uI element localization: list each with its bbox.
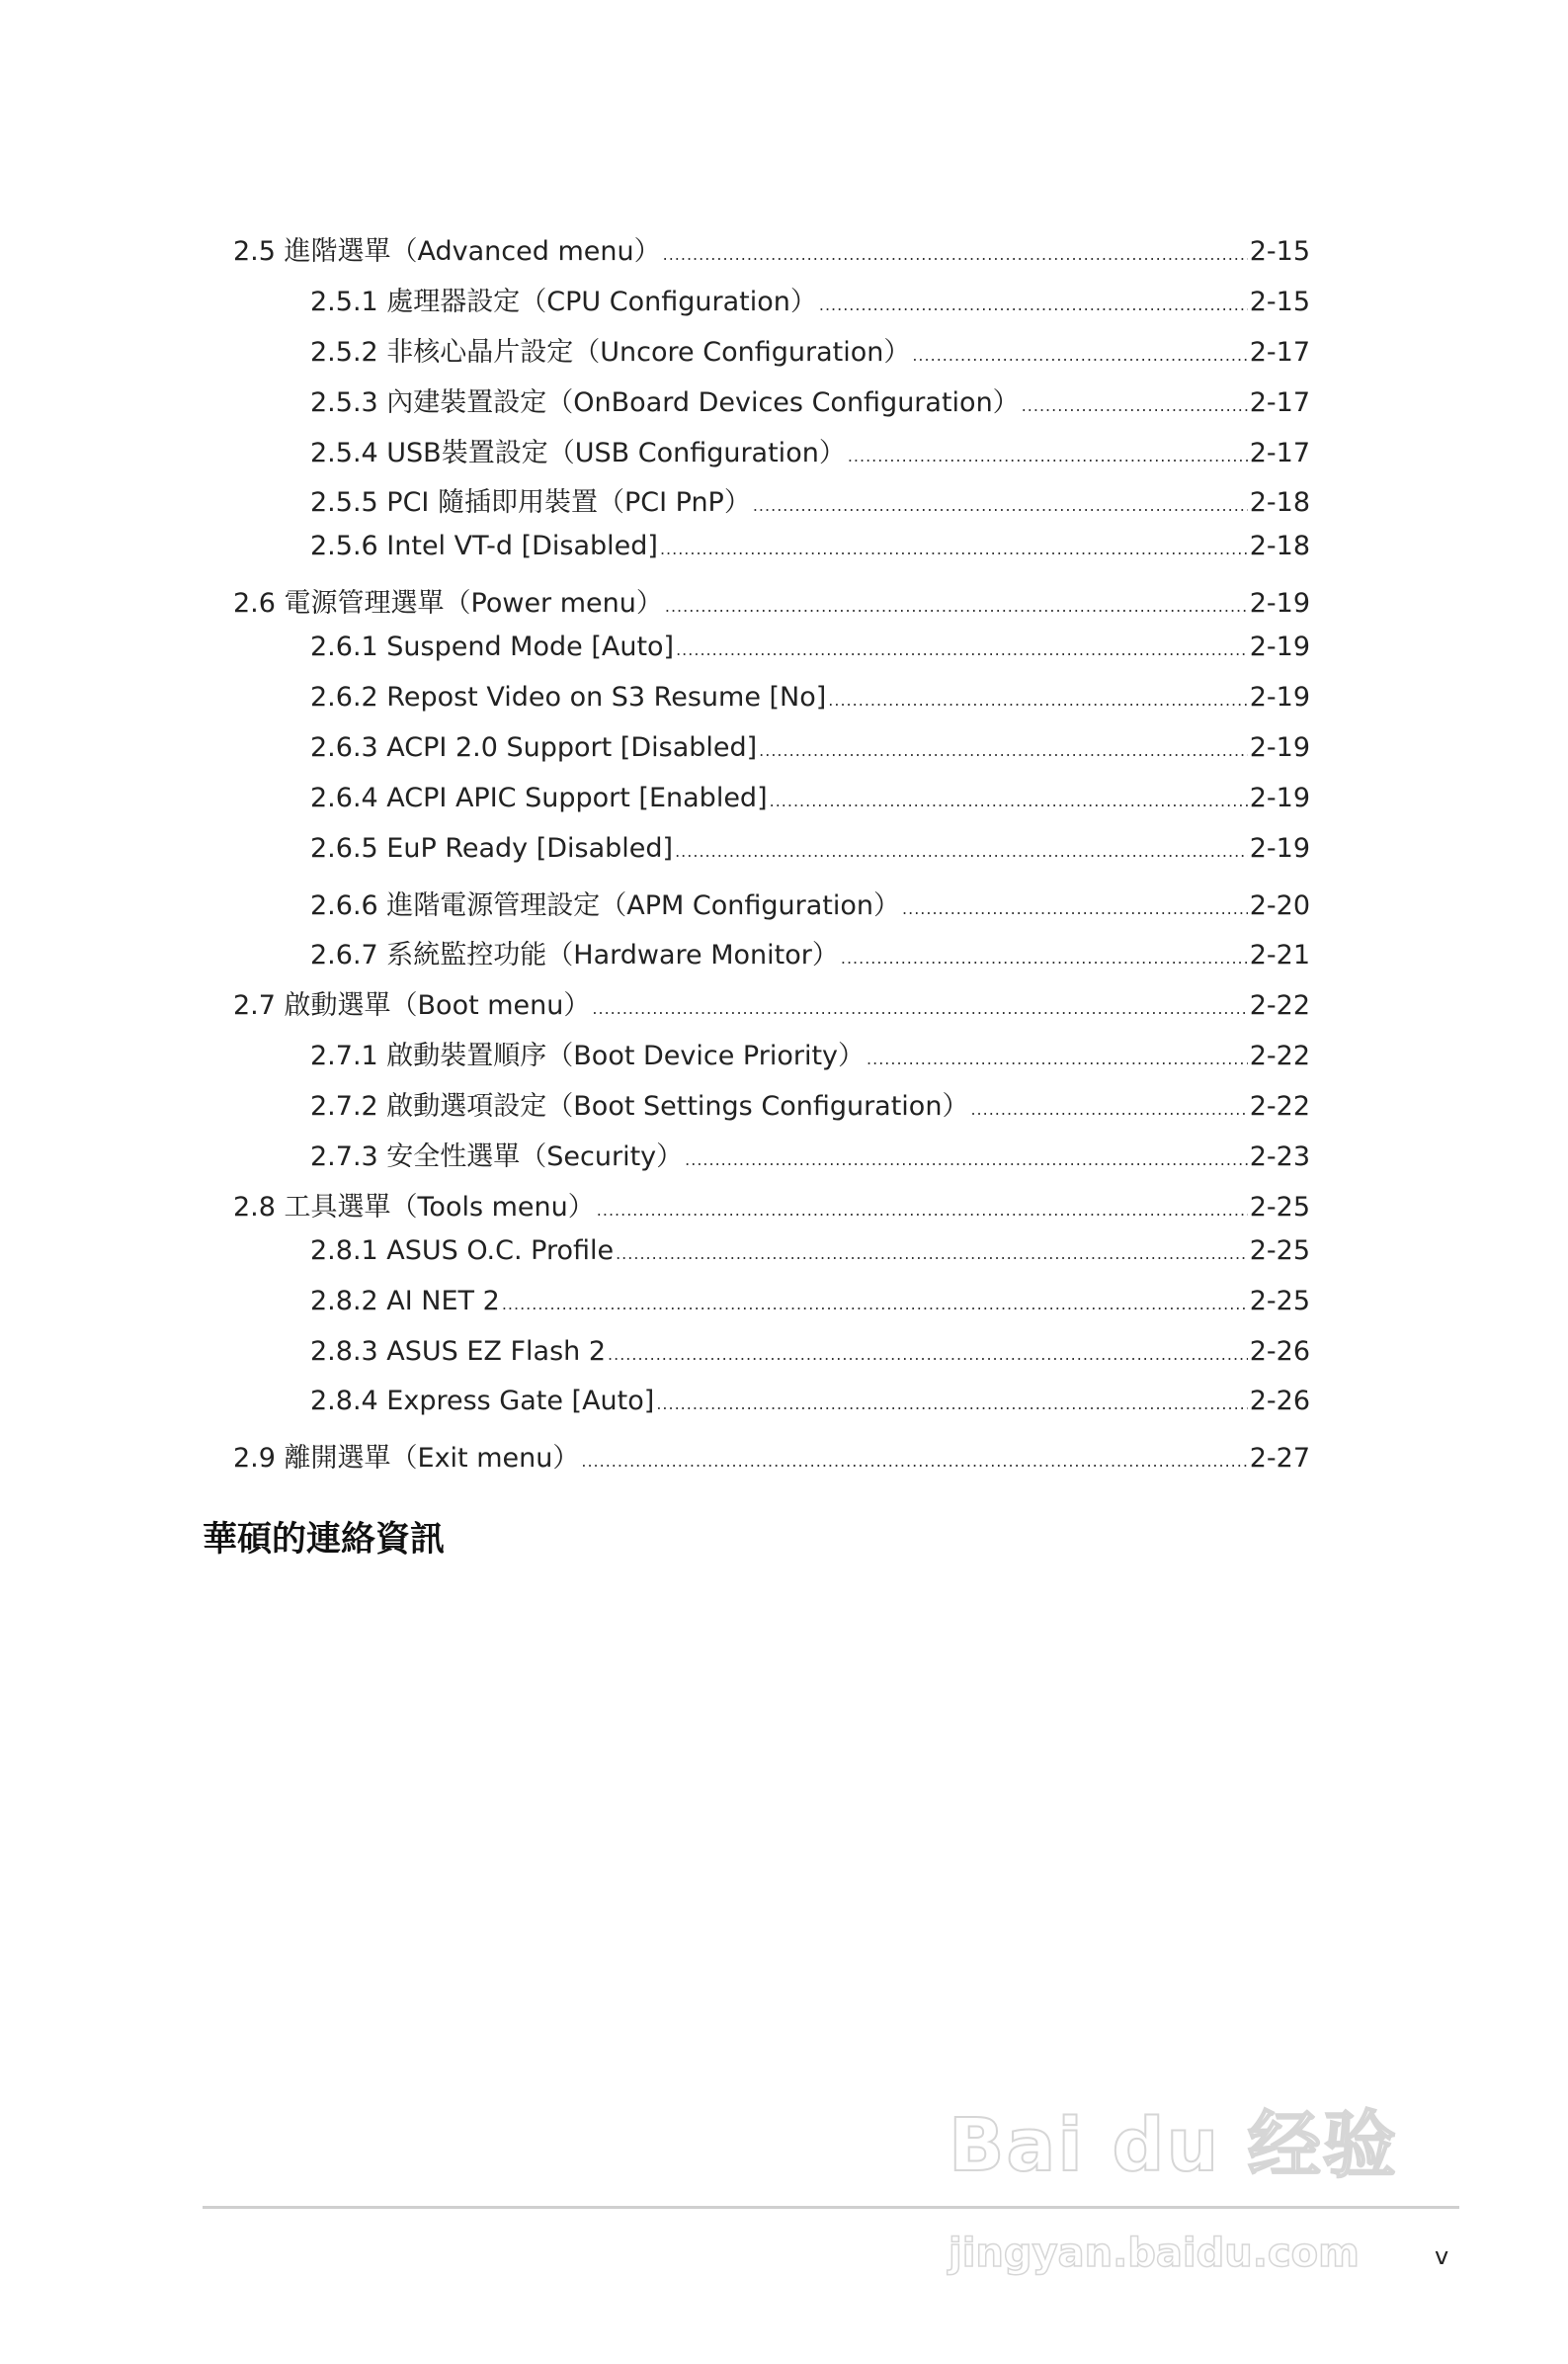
toc-entry-title: 2.7.1 啟動裝置順序（Boot Device Priority）: [310, 1041, 866, 1072]
toc-entry[interactable]: [233, 1135, 1310, 1185]
dot-leader: [502, 1295, 1248, 1313]
dot-leader: [685, 1150, 1248, 1169]
dot-leader: [970, 1100, 1247, 1119]
toc-entry-page: 2-17: [1249, 336, 1310, 368]
toc-entry-title: 2.6.6 進階電源管理設定（APM Configuration）: [310, 889, 901, 921]
toc-entry[interactable]: [233, 732, 1310, 783]
toc-entry[interactable]: [233, 1185, 1310, 1235]
dot-leader: [828, 691, 1247, 710]
toc-entry-page: 2-19: [1249, 682, 1310, 714]
toc-entry-title: 2.8.1 ASUS O.C. Profile: [310, 1234, 615, 1266]
toc-entry-page: 2-19: [1249, 832, 1310, 864]
toc-entry-title: 2.5.6 Intel VT-d [Disabled]: [310, 531, 658, 562]
toc-entry-page: 2-18: [1249, 487, 1310, 519]
toc-entry-title: 2.6.1 Suspend Mode [Auto]: [310, 632, 675, 663]
toc-entry[interactable]: [233, 581, 1310, 632]
toc-entry[interactable]: [233, 983, 1310, 1034]
toc-entry-title: 2.5.3 內建裝置設定（OnBoard Devices Configuration）: [310, 386, 1020, 418]
table-of-contents: [233, 229, 1310, 1486]
section-heading: 華碩的連絡資訊: [203, 1520, 446, 1560]
toc-entry-page: 2-19: [1249, 588, 1310, 620]
toc-entry-page: 2-19: [1249, 782, 1310, 813]
dot-leader: [675, 842, 1248, 861]
toc-entry-title: 2.8 工具選單（Tools menu）: [233, 1191, 595, 1223]
toc-entry-title: 2.9 離開選單（Exit menu）: [233, 1443, 580, 1475]
toc-entry[interactable]: [233, 280, 1310, 330]
toc-entry-title: 2.6.4 ACPI APIC Support [Enabled]: [310, 782, 768, 813]
toc-entry-page: 2-15: [1249, 236, 1310, 267]
toc-entry[interactable]: [233, 1235, 1310, 1286]
toc-entry-page: 2-27: [1249, 1443, 1310, 1475]
dot-leader: [592, 999, 1247, 1018]
toc-entry-page: 2-18: [1249, 531, 1310, 562]
dot-leader: [676, 640, 1248, 659]
toc-entry-page: 2-15: [1249, 286, 1310, 317]
toc-entry-title: 2.8.3 ASUS EZ Flash 2: [310, 1335, 607, 1367]
toc-entry[interactable]: [233, 380, 1310, 431]
toc-entry[interactable]: [233, 632, 1310, 682]
dot-leader: [770, 792, 1248, 810]
toc-entry-title: 2.7.2 啟動選項設定（Boot Settings Configuration）: [310, 1091, 969, 1123]
toc-entry[interactable]: [233, 480, 1310, 531]
toc-entry-title: 2.7.3 安全性選單（Security）: [310, 1141, 684, 1173]
toc-entry-title: 2.8.4 Express Gate [Auto]: [310, 1386, 655, 1417]
dot-leader: [608, 1345, 1248, 1364]
toc-entry-page: 2-20: [1249, 889, 1310, 921]
dot-leader: [581, 1452, 1247, 1471]
toc-entry[interactable]: [233, 1286, 1310, 1336]
dot-leader: [759, 741, 1248, 760]
dot-leader: [867, 1050, 1248, 1068]
toc-entry[interactable]: [233, 833, 1310, 884]
toc-entry[interactable]: [233, 431, 1310, 481]
toc-entry-page: 2-22: [1249, 1091, 1310, 1123]
toc-entry-title: 2.5 進階選單（Advanced menu）: [233, 236, 661, 267]
toc-entry[interactable]: [233, 933, 1310, 983]
toc-entry-page: 2-25: [1249, 1234, 1310, 1266]
toc-entry[interactable]: [233, 884, 1310, 934]
dot-leader: [912, 346, 1247, 365]
dot-leader: [753, 496, 1248, 515]
toc-entry-title: 2.7 啟動選單（Boot menu）: [233, 990, 591, 1022]
toc-entry-page: 2-26: [1249, 1386, 1310, 1417]
baidu-watermark-url: jingyan.baidu.com: [949, 2231, 1360, 2276]
toc-entry[interactable]: [233, 1034, 1310, 1084]
dot-leader: [660, 540, 1248, 558]
page-number: v: [1435, 2242, 1449, 2270]
toc-entry-title: 2.6.2 Repost Video on S3 Resume [No]: [310, 682, 827, 714]
toc-entry[interactable]: [233, 229, 1310, 280]
dot-leader: [902, 899, 1248, 918]
toc-entry-title: 2.6.5 EuP Ready [Disabled]: [310, 832, 674, 864]
dot-leader: [1022, 396, 1248, 415]
toc-entry[interactable]: [233, 1084, 1310, 1135]
toc-entry[interactable]: [233, 1436, 1310, 1486]
dot-leader: [848, 447, 1248, 465]
toc-entry[interactable]: [233, 1336, 1310, 1387]
toc-entry-page: 2-19: [1249, 632, 1310, 663]
toc-entry[interactable]: [233, 330, 1310, 380]
toc-entry-title: 2.5.5 PCI 隨插即用裝置（PCI PnP）: [310, 487, 751, 519]
toc-entry-page: 2-17: [1249, 437, 1310, 468]
toc-entry-page: 2-26: [1249, 1335, 1310, 1367]
toc-entry-title: 2.5.1 處理器設定（CPU Configuration）: [310, 286, 817, 317]
dot-leader: [597, 1201, 1248, 1220]
toc-entry-title: 2.5.2 非核心晶片設定（Uncore Configuration）: [310, 336, 911, 368]
dot-leader: [663, 245, 1248, 264]
toc-entry-page: 2-22: [1249, 1041, 1310, 1072]
toc-entry-page: 2-17: [1249, 386, 1310, 418]
baidu-watermark-logo: Bai du 经验: [949, 2103, 1398, 2188]
toc-entry-page: 2-19: [1249, 731, 1310, 763]
toc-entry[interactable]: [233, 531, 1310, 581]
toc-entry-title: 2.6 電源管理選單（Power menu）: [233, 588, 663, 620]
dot-leader: [616, 1244, 1248, 1263]
toc-entry-title: 2.5.4 USB裝置設定（USB Configuration）: [310, 437, 846, 468]
toc-entry-page: 2-22: [1249, 990, 1310, 1022]
toc-entry-title: 2.6.7 系統監控功能（Hardware Monitor）: [310, 940, 839, 971]
footer-rule: [203, 2206, 1459, 2209]
dot-leader: [841, 949, 1248, 968]
dot-leader: [656, 1394, 1247, 1413]
toc-entry-page: 2-21: [1249, 940, 1310, 971]
toc-entry-page: 2-25: [1249, 1191, 1310, 1223]
toc-entry-title: 2.8.2 AI NET 2: [310, 1285, 500, 1316]
dot-leader: [819, 296, 1248, 314]
toc-entry-title: 2.6.3 ACPI 2.0 Support [Disabled]: [310, 731, 758, 763]
toc-entry[interactable]: [233, 783, 1310, 833]
toc-entry-page: 2-23: [1249, 1141, 1310, 1173]
toc-entry-page: 2-25: [1249, 1285, 1310, 1316]
dot-leader: [665, 597, 1248, 616]
toc-entry[interactable]: [233, 1386, 1310, 1436]
toc-entry[interactable]: [233, 682, 1310, 732]
